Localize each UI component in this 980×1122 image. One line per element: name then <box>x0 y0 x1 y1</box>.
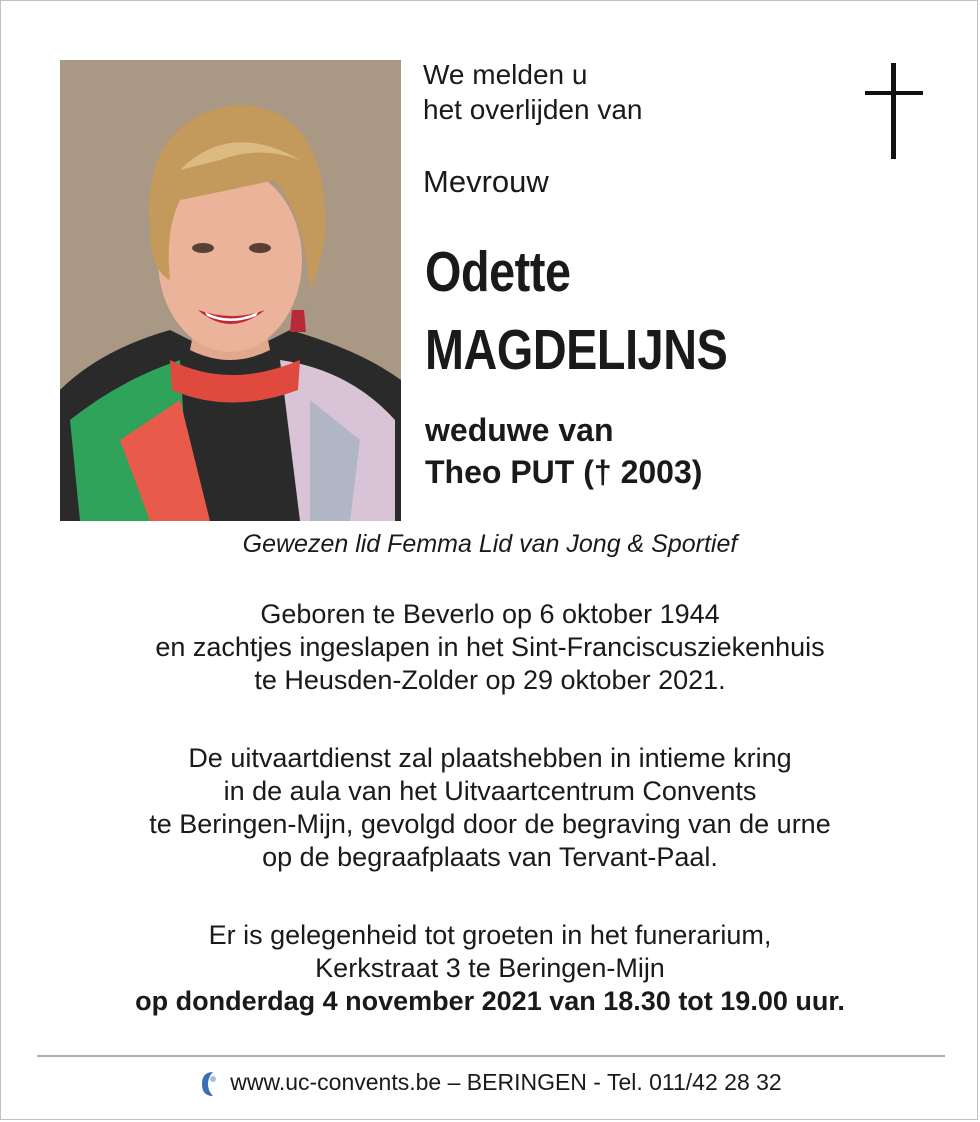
text-line: Kerkstraat 3 te Beringen-Mijn <box>315 953 665 983</box>
intro-line: het overlijden van <box>423 94 643 125</box>
intro-text <box>423 57 642 127</box>
text-line: De uitvaartdienst zal plaatshebben in intieme kring <box>188 743 792 773</box>
footer <box>1 1065 979 1099</box>
widow-label: weduwe van <box>425 412 614 448</box>
deceased-name <box>425 233 727 389</box>
first-name: Odette <box>425 240 571 304</box>
visitation-paragraph <box>1 919 979 1018</box>
funeral-home-contact: www.uc-convents.be – BERINGEN - Tel. 011/42 28 32 <box>230 1069 782 1095</box>
text-line: Er is gelegenheid tot groeten in het funerarium, <box>208 920 772 950</box>
birth-death-paragraph <box>1 598 979 697</box>
text-line: te Heusden-Zolder op 29 oktober 2021. <box>254 665 726 695</box>
text-line: Geboren te Beverlo op 6 oktober 1944 <box>260 599 720 629</box>
portrait-photo <box>60 60 401 521</box>
last-name: MAGDELIJNS <box>425 318 728 382</box>
convents-logo-icon <box>198 1069 220 1099</box>
cross-icon <box>865 63 923 159</box>
membership-text: Gewezen lid Femma Lid van Jong & Sportief <box>242 530 738 558</box>
visitation-time: op donderdag 4 november 2021 van 18.30 tot 19.00 uur. <box>135 986 845 1016</box>
text-line: op de begraafplaats van Tervant-Paal. <box>262 842 718 872</box>
spouse-name: Theo PUT († 2003) <box>425 454 703 490</box>
intro-line: We melden u <box>423 59 588 90</box>
funeral-paragraph <box>1 742 979 874</box>
honorific: Mevrouw <box>423 164 549 199</box>
widow-info <box>425 409 702 493</box>
text-line: in de aula van het Uitvaartcentrum Convents <box>223 776 757 806</box>
text-line: te Beringen-Mijn, gevolgd door de begraving van de urne <box>149 809 831 839</box>
footer-divider <box>37 1055 945 1057</box>
text-line: en zachtjes ingeslapen in het Sint-Franciscusziekenhuis <box>155 632 825 662</box>
